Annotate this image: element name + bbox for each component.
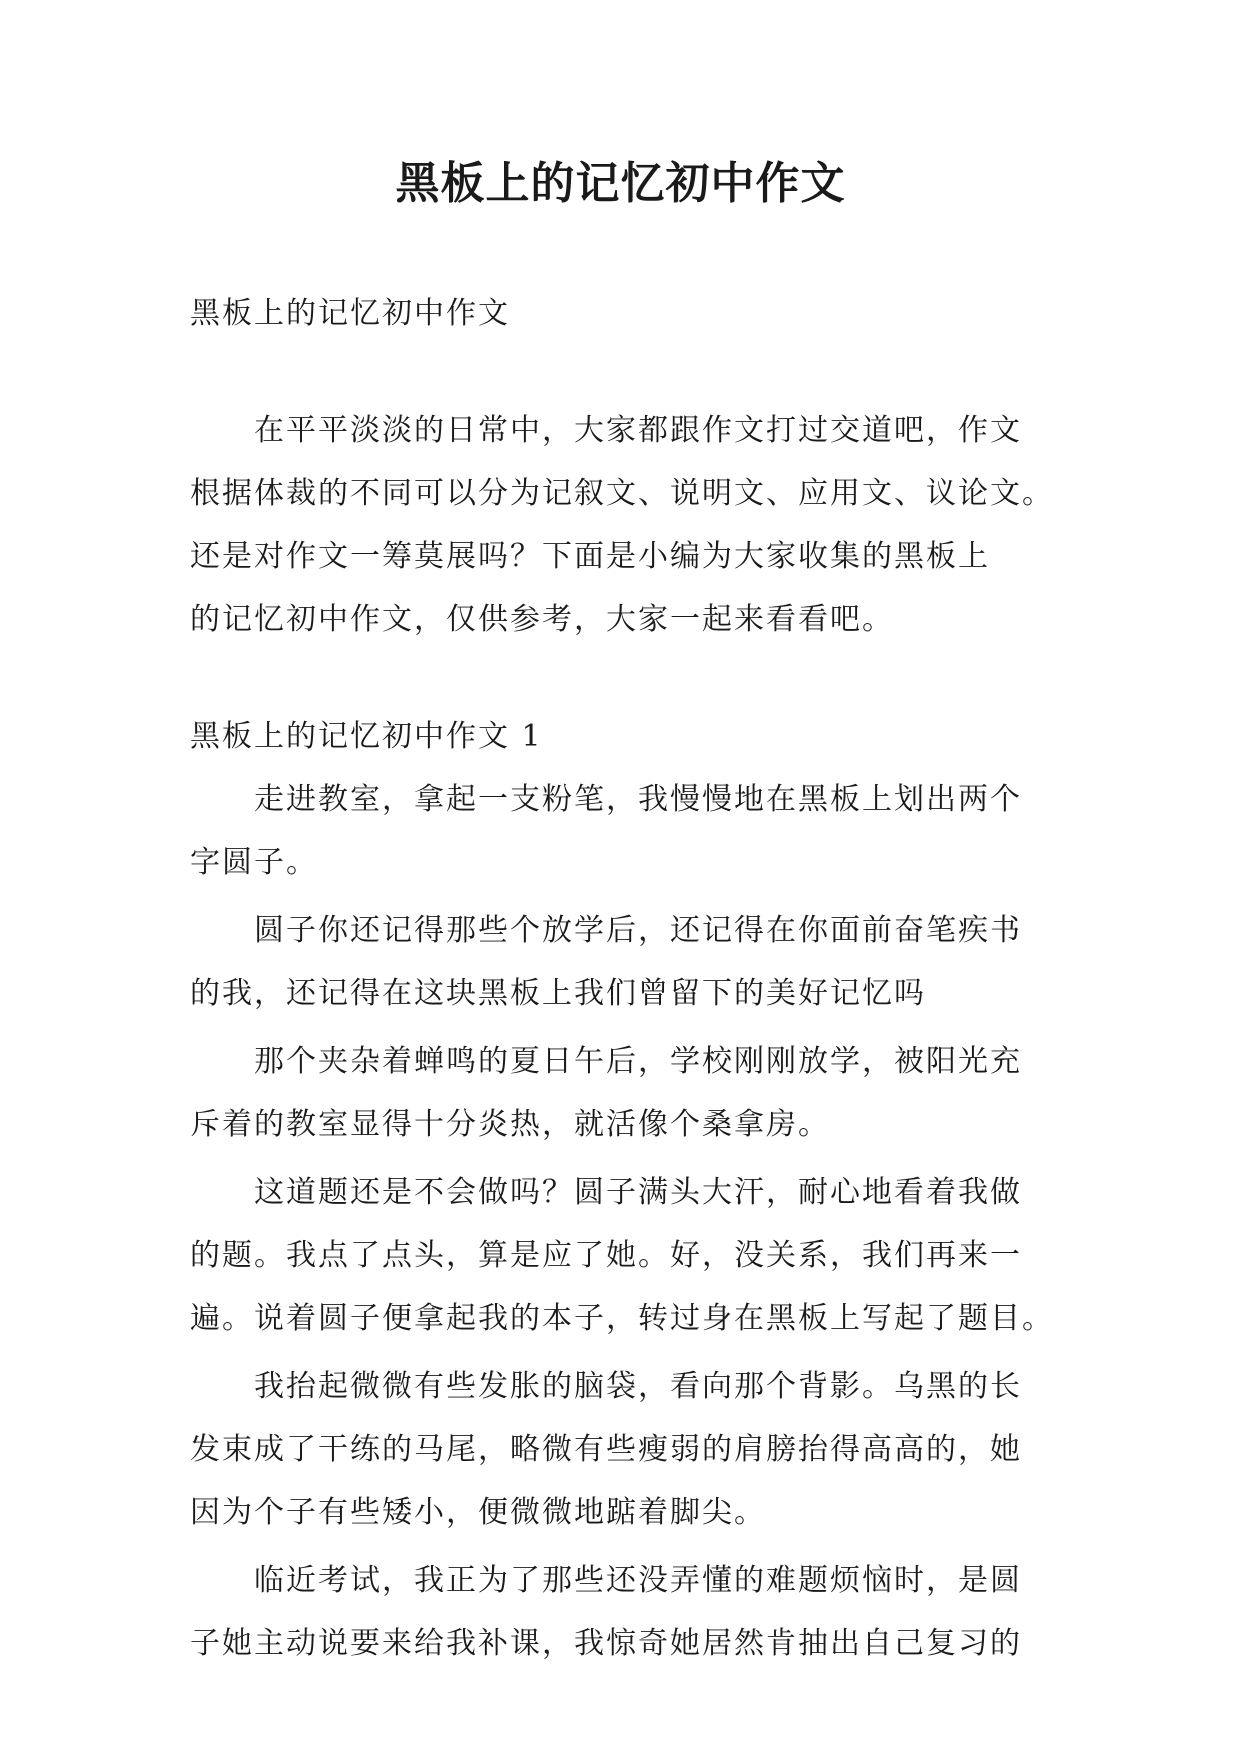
essay-paragraph [190,1549,1052,1675]
essay-line: 斥着的教室显得十分炎热，就活像个桑拿房。 [190,1107,830,1142]
essay-line: 的我，还记得在这块黑板上我们曾留下的美好记忆吗 [190,976,926,1011]
intro-line: 的记忆初中作文，仅供参考，大家一起来看看吧。 [190,602,894,637]
essay-line: 临近考试，我正为了那些还没弄懂的难题烦恼时，是圆 [254,1563,1022,1598]
essay-paragraph [190,1030,1052,1156]
essay-line: 这道题还是不会做吗？圆子满头大汗，耐心地看着我做 [254,1175,1022,1210]
document-title: 黑板上的记忆初中作文 [395,158,846,209]
essay-paragraph [190,768,1052,894]
essay-line: 我抬起微微有些发胀的脑袋，看向那个背影。乌黑的长 [254,1369,1022,1404]
intro-line: 根据体裁的不同可以分为记叙文、说明文、应用文、议论文。 [190,476,1054,511]
document-subtitle: 黑板上的记忆初中作文 [190,296,510,331]
essay-section-title: 黑板上的记忆初中作文 1 [190,719,543,754]
essay-paragraph [190,899,1052,1025]
essay-line: 发束成了干练的马尾，略微有些瘦弱的肩膀抬得高高的，她 [190,1432,1022,1467]
essay-line: 字圆子。 [190,845,318,880]
intro-paragraph [190,399,1052,651]
essay-line: 那个夹杂着蝉鸣的夏日午后，学校刚刚放学，被阳光充 [254,1044,1022,1079]
essay-line: 走进教室，拿起一支粉笔，我慢慢地在黑板上划出两个 [254,782,1022,817]
essay-line: 子她主动说要来给我补课，我惊奇她居然肯抽出自己复习的 [190,1626,1022,1661]
essay-body [190,768,1052,1675]
document-body [190,282,1052,1680]
essay-paragraph [190,1161,1052,1350]
essay-line: 因为个子有些矮小，便微微地踮着脚尖。 [190,1495,766,1530]
intro-line: 还是对作文一筹莫展吗？下面是小编为大家收集的黑板上 [190,539,990,574]
essay-line: 的题。我点了点头，算是应了她。好，没关系，我们再来一 [190,1238,1022,1273]
essay-paragraph [190,1355,1052,1544]
essay-line: 遍。说着圆子便拿起我的本子，转过身在黑板上写起了题目。 [190,1301,1054,1336]
intro-line: 在平平淡淡的日常中，大家都跟作文打过交道吧，作文 [254,413,1022,448]
essay-line: 圆子你还记得那些个放学后，还记得在你面前奋笔疾书 [254,913,1022,948]
